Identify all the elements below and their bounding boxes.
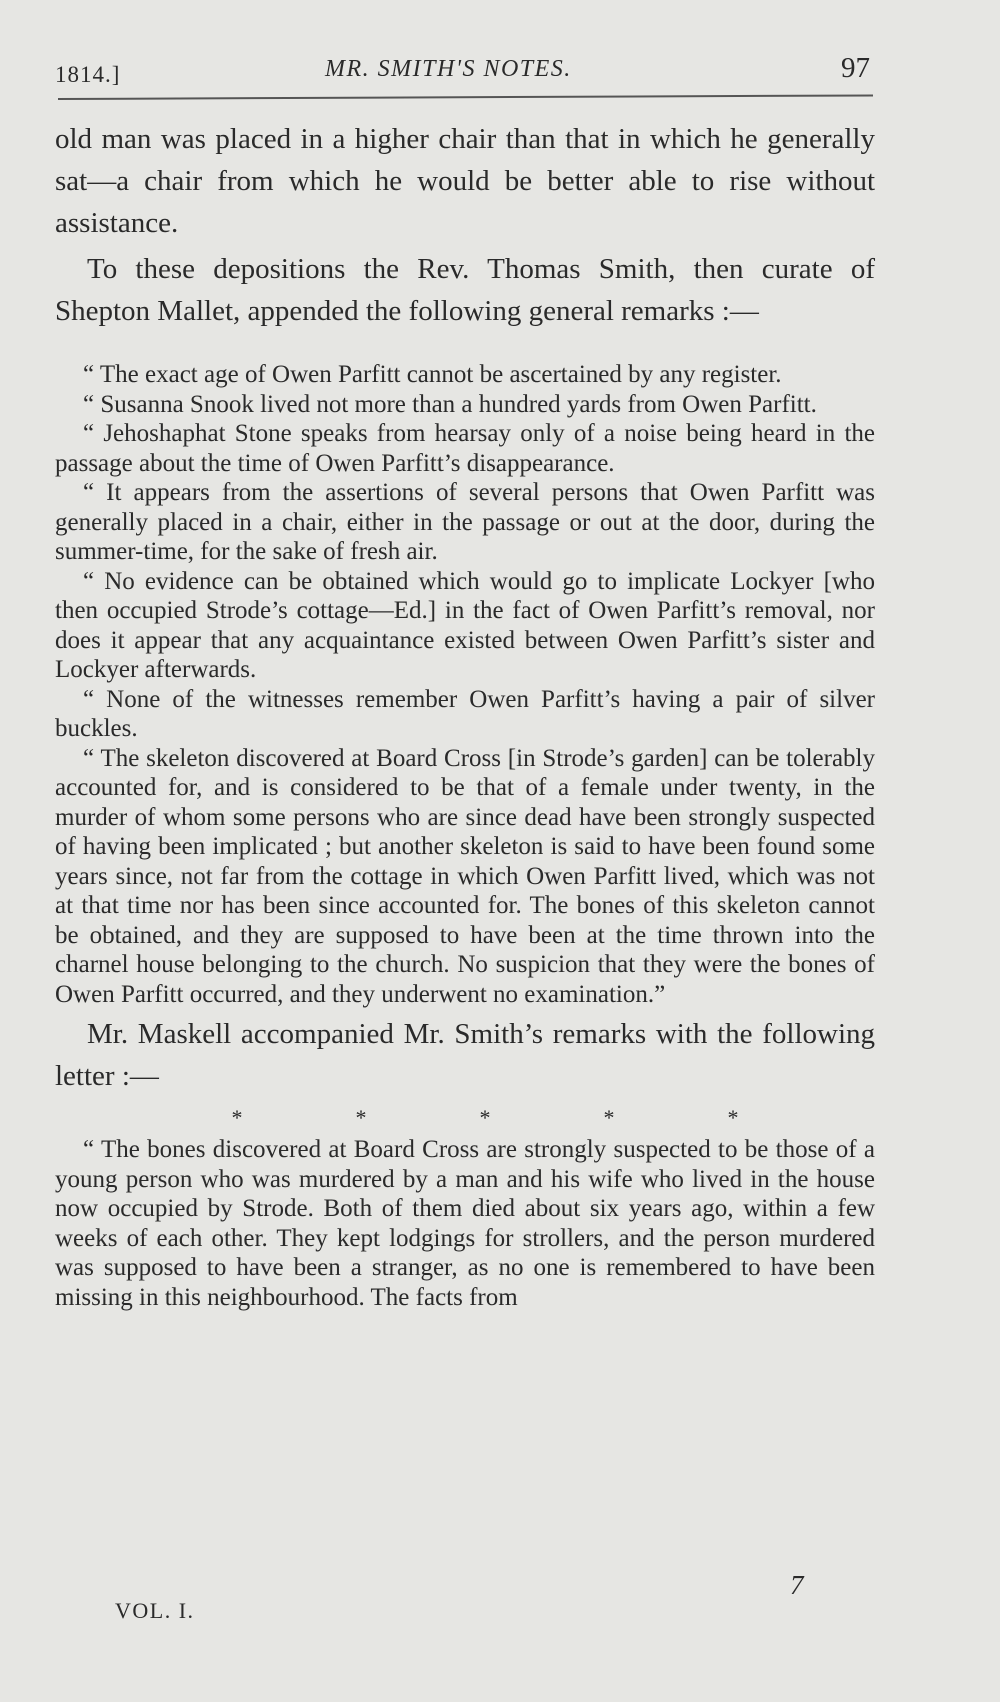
remark-5: “ No evidence can be obtained which would go to implicate Lockyer [who then occupied Strode’s cottage—Ed.] in the fact of Owen Parfitt’s removal, nor does it appear that any acquaintance existed between Owen Parfitt’s sister and Lockyer afterwards. (55, 567, 875, 683)
remarks-quote (55, 360, 875, 1009)
ellipsis-stars (55, 1103, 875, 1133)
running-head (55, 52, 870, 92)
paragraph-maskell: Mr. Maskell accompanied Mr. Smith’s remarks with the following letter :— (55, 1018, 875, 1092)
remark-1: “ The exact age of Owen Parfitt cannot be ascertained by any register. (83, 361, 782, 388)
star: * (727, 1105, 739, 1130)
remark-6: “ None of the witnesses remember Owen Parfitt’s having a pair of silver buckles. (55, 685, 875, 742)
body-text (55, 118, 875, 1312)
star: * (355, 1105, 367, 1130)
star: * (603, 1105, 615, 1130)
remark-2: “ Susanna Snook lived not more than a hundred yards from Owen Parfitt. (83, 390, 817, 418)
paragraph-continuation: old man was placed in a higher chair than that in which he generally sat—a chair from which he would be better able to rise without assistance. (55, 123, 875, 239)
page-number: 97 (841, 52, 870, 84)
volume-mark: VOL. I. (115, 1598, 195, 1623)
signature-mark: 7 (790, 1570, 804, 1600)
star: * (479, 1105, 491, 1130)
header-year: 1814.] (55, 62, 121, 87)
star: * (231, 1105, 243, 1130)
remark-7: “ The skeleton discovered at Board Cross [in Strode’s garden] can be tolerably accounted for, and is considered to be that of a female under twenty, in the murder of whom some persons who are since dead have been strongly suspected of having been implicated ; but another skeleton is said to have been found some years since, not far from the cottage in which Owen Parfitt lived, which was not at that time nor has been since accounted for. The bones of this skeleton cannot be obtained, and they are supposed to have been at the time thrown into the charnel house belonging to the church. No suspicion that they were the bones of Owen Parfitt occurred, and they underwent no examination.” (55, 744, 875, 1008)
header-title: MR. SMITH'S NOTES. (325, 56, 572, 82)
header-rule (58, 94, 873, 100)
remark-4: “ It appears from the assertions of several persons that Owen Parfitt was generally placed in a chair, either in the passage or out at the door, during the summer-time, for the sake of fresh air. (55, 479, 875, 565)
letter-text: “ The bones discovered at Board Cross are strongly suspected to be those of a young person who was murdered by a man and his wife who lived in the house now occupied by Strode. Both of them died about six years ago, within a few weeks of each other. They kept lodgings for strollers, and the person murdered was supposed to have been a stranger, as no one is remembered to have been missing in this neighbourhood. The facts from (55, 1136, 875, 1311)
paragraph-depositions: To these depositions the Rev. Thomas Smith, then curate of Shepton Mallet, appended the following general remarks :— (55, 253, 875, 327)
remark-3: “ Jehoshaphat Stone speaks from hearsay only of a noise being heard in the passage about the time of Owen Parfitt’s disappearance. (55, 420, 875, 477)
